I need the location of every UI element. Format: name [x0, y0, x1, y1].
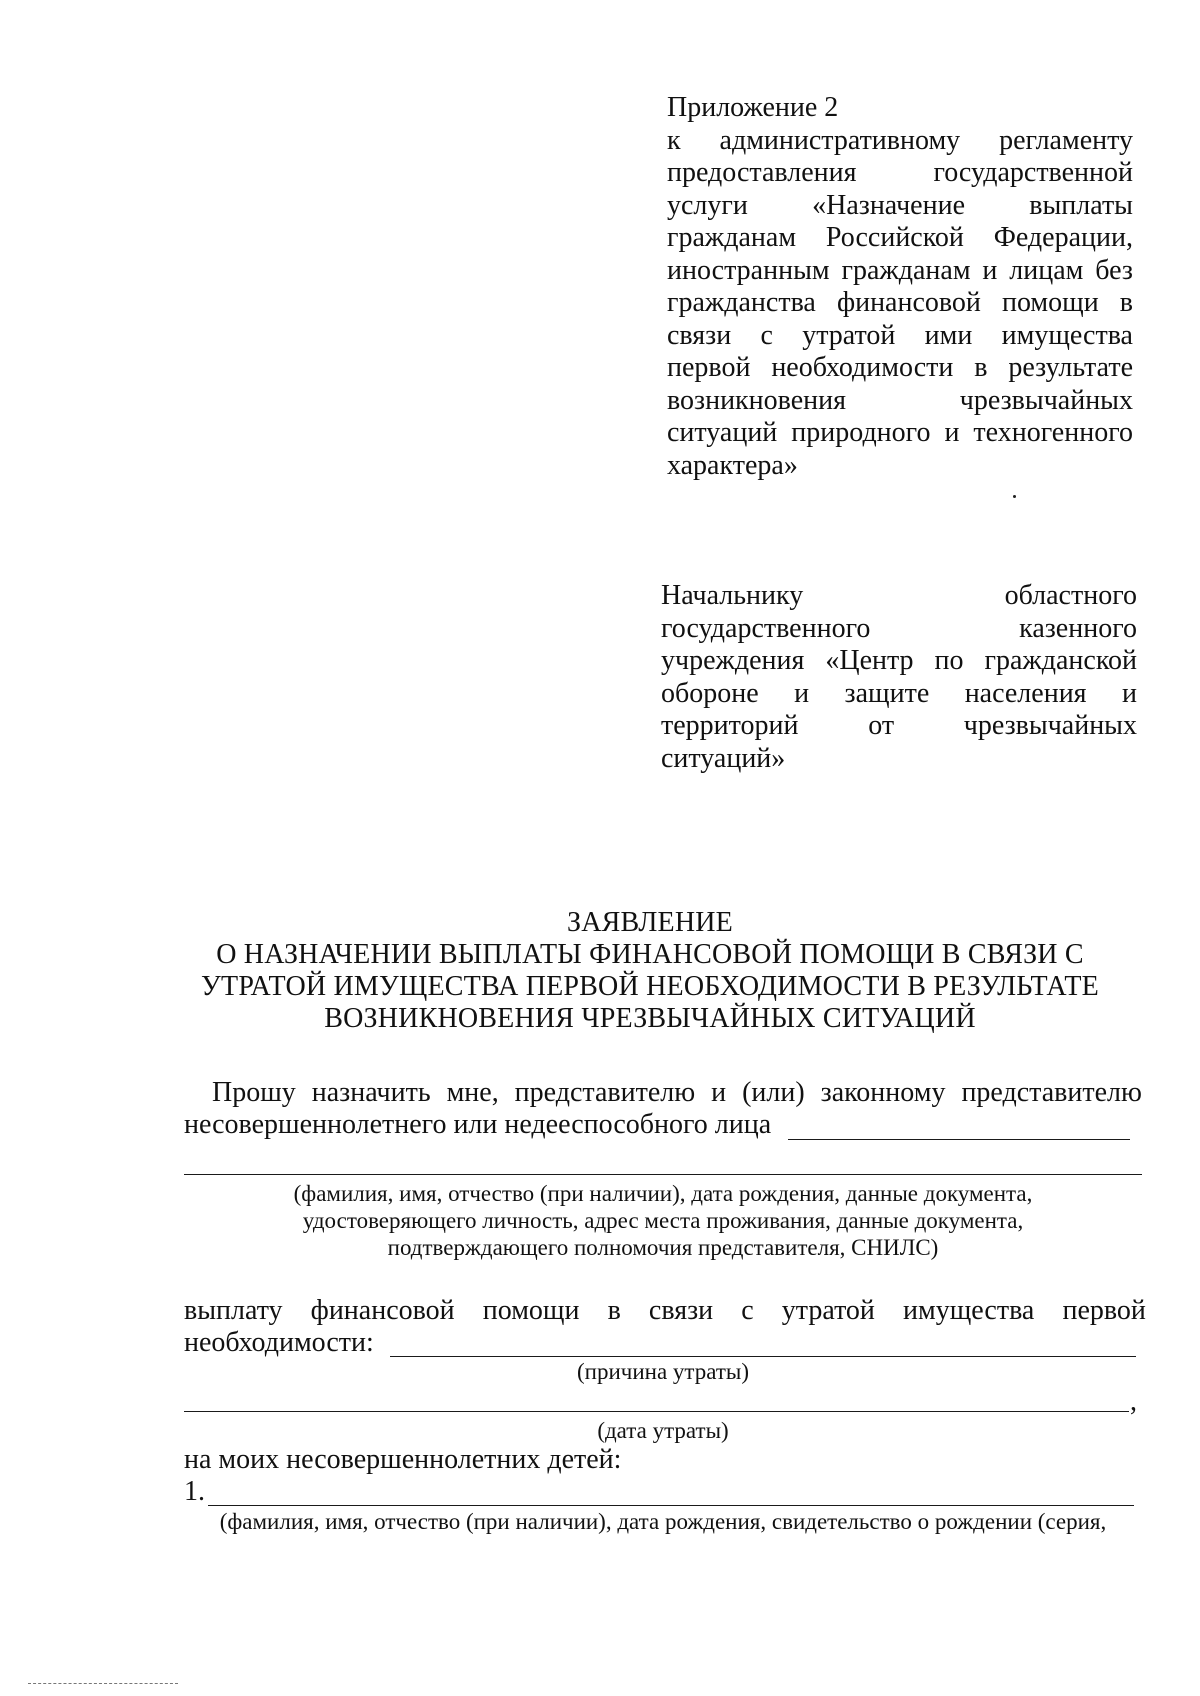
applicant-details-field[interactable] — [184, 1174, 1142, 1175]
payment-line-1-word: помощи — [482, 1295, 580, 1326]
appendix-heading: Приложение 2 — [667, 92, 839, 123]
addressee-block: Начальнику областного государственного казенного учреждения «Центр по гражданской обороне и защите населения и территорий от чрезвычайных ситуаций» — [661, 580, 1137, 774]
child-1-details-field[interactable] — [208, 1505, 1134, 1506]
payment-line-1-word: в — [607, 1295, 621, 1326]
document-title — [150, 907, 1150, 1035]
appendix-block — [667, 92, 1133, 482]
request-line-1-word: законному — [820, 1077, 946, 1108]
request-line-2: несовершеннолетнего или недееспособного лица — [184, 1109, 772, 1140]
loss-date-comma: , — [1130, 1386, 1137, 1417]
children-label: на моих несовершеннолетних детей: — [184, 1444, 622, 1475]
applicant-caption-line-2: удостоверяющего личность, адрес места проживания, данные документа, — [302, 1208, 1024, 1233]
scan-edge-mark — [28, 1683, 178, 1684]
payment-line-1 — [184, 1295, 1146, 1327]
request-line-1-word: и — [711, 1077, 727, 1108]
request-line-1-word: (или) — [742, 1077, 805, 1108]
payment-line-1-word: первой — [1062, 1295, 1146, 1326]
child-caption: (фамилия, имя, отчество (при наличии), дата рождения, свидетельство о рождении (серия, — [219, 1509, 1107, 1534]
child-number-1: 1. — [184, 1476, 205, 1507]
title-line-1: ЗАЯВЛЕНИЕ — [567, 907, 733, 938]
request-line-1-word: представителю — [961, 1077, 1142, 1108]
loss-reason-field[interactable] — [390, 1356, 1136, 1357]
request-line-1-word: представителю — [514, 1077, 696, 1108]
loss-reason-caption: (причина утраты) — [576, 1359, 750, 1384]
title-line-3: УТРАТОЙ ИМУЩЕСТВА ПЕРВОЙ НЕОБХОДИМОСТИ В РЕЗУЛЬТАТЕ — [201, 971, 1099, 1002]
loss-date-caption: (дата утраты) — [597, 1418, 729, 1443]
request-line-1-word: мне, — [446, 1077, 499, 1108]
payment-line-2: необходимости: — [184, 1327, 374, 1358]
scan-dot — [1013, 495, 1016, 498]
request-line-1-word: назначить — [311, 1077, 431, 1108]
payment-line-1-word: финансовой — [310, 1295, 455, 1326]
applicant-caption-line-1: (фамилия, имя, отчество (при наличии), дата рождения, данные документа, — [293, 1181, 1033, 1206]
payment-line-1-word: выплату — [184, 1295, 283, 1326]
request-line-1-word: Прошу — [212, 1077, 296, 1108]
representative-name-field[interactable] — [788, 1139, 1130, 1140]
appendix-text: к административному регламенту предоставления государственной услуги «Назначение выплаты гражданам Российской Федерации, иностранным гражданам и лицам без гражданства финансовой помощи в связи с утратой ими имущества первой необходимости в результате возникновения чрезвычайных ситуаций природного и техногенного характера» — [667, 124, 1133, 481]
applicant-caption-line-3: подтверждающего полномочия представителя, СНИЛС) — [387, 1235, 939, 1260]
request-line-1 — [212, 1077, 1142, 1109]
payment-line-1-word: имущества — [903, 1295, 1035, 1326]
payment-line-1-word: связи — [648, 1295, 714, 1326]
title-line-4: ВОЗНИКНОВЕНИЯ ЧРЕЗВЫЧАЙНЫХ СИТУАЦИЙ — [324, 1003, 976, 1034]
payment-line-1-word: с — [741, 1295, 754, 1326]
title-line-2: О НАЗНАЧЕНИИ ВЫПЛАТЫ ФИНАНСОВОЙ ПОМОЩИ В СВЯЗИ С — [216, 939, 1084, 970]
payment-line-1-word: утратой — [781, 1295, 875, 1326]
loss-date-field[interactable] — [184, 1411, 1129, 1412]
